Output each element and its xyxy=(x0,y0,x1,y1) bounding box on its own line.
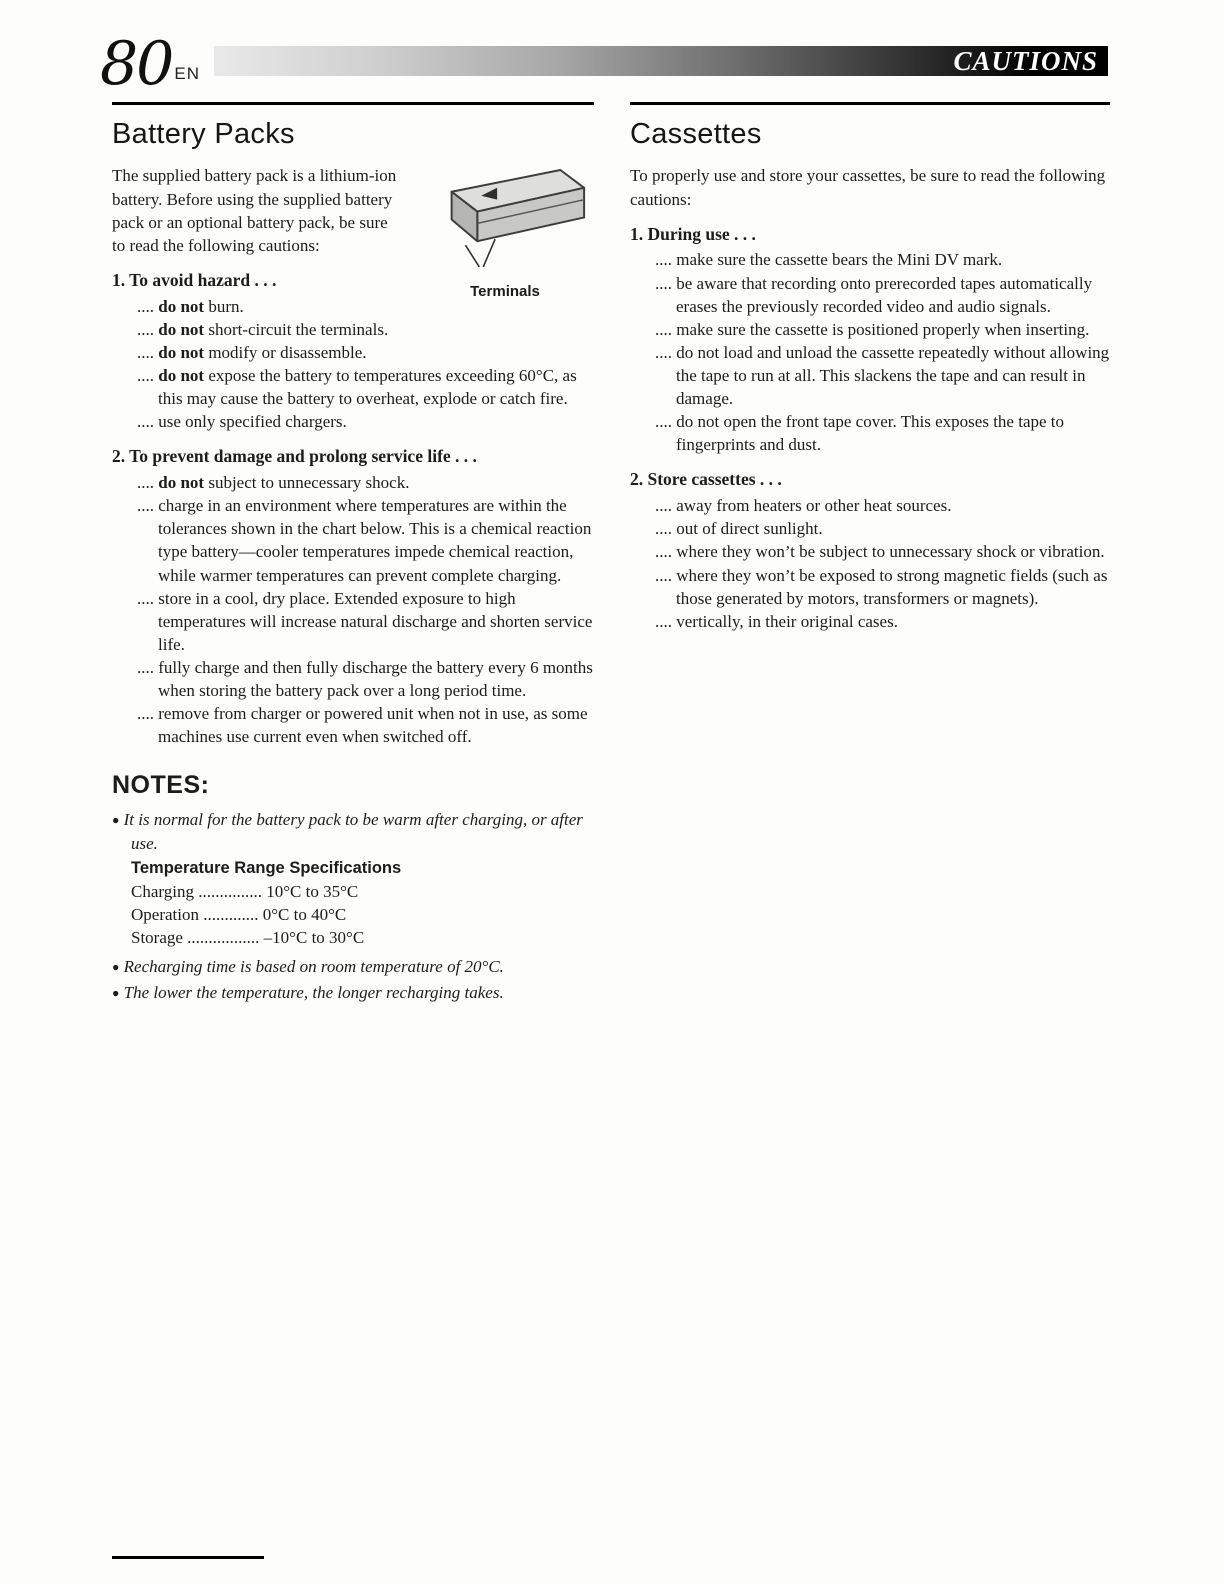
dots-prefix: .... xyxy=(137,319,154,339)
list-item: .... remove from charger or powered unit when not in use, as some machines use current even when switched off. xyxy=(137,704,588,747)
list-item: .... do not short-circuit the terminals. xyxy=(137,319,389,339)
dots-prefix: .... xyxy=(137,704,154,724)
list-item: .... do not modify or disassemble. xyxy=(137,342,367,362)
list-item: .... where they won’t be exposed to strong magnetic fields (such as those generated by motors, transformers or magnets). xyxy=(655,565,1108,608)
list-item: .... make sure the cassette bears the Mini DV mark. xyxy=(655,250,1003,270)
left-column xyxy=(112,102,594,1006)
terminals-pointer-lines xyxy=(465,240,495,268)
avoid-hazard-heading: 1. To avoid hazard . . . xyxy=(112,269,277,290)
list-item: .... charge in an environment where temperatures are within the tolerances shown in the chart below. This is a chemical reaction type battery—cooler temperatures impede chemical reaction, while warmer temperatures can prevent complete charging. xyxy=(137,496,592,585)
list-item: .... do not burn. xyxy=(137,296,244,316)
dots-prefix: .... xyxy=(655,519,672,539)
list-item: .... do not load and unload the cassette repeatedly without allowing the tape to run at all. This slackens the tape and can result in damage. xyxy=(655,342,1110,409)
dots-prefix: .... xyxy=(655,273,672,293)
battery-illustration xyxy=(416,156,594,273)
store-cassettes-list xyxy=(630,494,1110,633)
dots-prefix: .... xyxy=(655,496,672,516)
store-cassettes-heading: 2. Store cassettes . . . xyxy=(630,469,782,490)
dots-prefix: .... xyxy=(655,319,672,339)
dots-prefix: .... xyxy=(137,296,154,316)
list-item: .... out of direct sunlight. xyxy=(655,519,823,539)
list-item: .... be aware that recording onto prerecorded tapes automatically erases the previously recorded video and audio signals. xyxy=(655,273,1093,316)
note-item: ● Recharging time is based on room temperature of 20°C. xyxy=(112,957,504,977)
bullet-icon: ● xyxy=(112,960,120,975)
temperature-spec-block xyxy=(131,857,594,950)
dots-prefix: .... xyxy=(655,412,672,432)
prevent-damage-heading: 2. To prevent damage and prolong service life . . . xyxy=(112,446,477,467)
during-use-heading: 1. During use . . . xyxy=(630,223,756,244)
list-item: .... do not expose the battery to temperatures exceeding 60°C, as this may cause the battery to overheat, explode or catch fire. xyxy=(137,366,577,409)
page-language: EN xyxy=(174,64,200,83)
dots-prefix: .... xyxy=(655,342,672,362)
dots-prefix: .... xyxy=(137,496,154,516)
list-item: .... fully charge and then fully discharge the battery every 6 months when storing the battery pack over a long period time. xyxy=(137,658,593,701)
note-item: ● The lower the temperature, the longer recharging takes. xyxy=(112,982,504,1002)
list-item: .... use only specified chargers. xyxy=(137,412,347,432)
temp-line-storage: Storage ................. –10°C to 30°C xyxy=(131,928,365,948)
temperature-spec-heading: Temperature Range Specifications xyxy=(131,858,402,877)
dots-prefix: .... xyxy=(137,588,154,608)
dots-prefix: .... xyxy=(137,473,154,493)
page-number: 80 xyxy=(100,29,173,99)
temp-line-operation: Operation ............. 0°C to 40°C xyxy=(131,905,347,925)
cautions-banner xyxy=(214,46,1108,76)
list-item: .... make sure the cassette is positioned properly when inserting. xyxy=(655,319,1090,339)
list-item: .... vertically, in their original cases. xyxy=(655,611,898,631)
dots-prefix: .... xyxy=(655,565,672,585)
dots-prefix: .... xyxy=(655,542,672,562)
list-item: .... do not subject to unnecessary shock. xyxy=(137,473,410,493)
list-item: .... do not open the front tape cover. This exposes the tape to fingerprints and dust. xyxy=(655,412,1065,455)
cassettes-title: Cassettes xyxy=(630,102,1110,154)
battery-figure xyxy=(416,156,594,302)
list-item: .... where they won’t be subject to unnecessary shock or vibration. xyxy=(655,542,1105,562)
list-item: .... store in a cool, dry place. Extended exposure to high temperatures will increase natural discharge and shorten service life. xyxy=(137,588,593,654)
dots-prefix: .... xyxy=(137,658,154,677)
battery-packs-title: Battery Packs xyxy=(112,102,594,154)
list-item: .... away from heaters or other heat sources. xyxy=(655,496,952,516)
dots-prefix: .... xyxy=(655,611,672,631)
avoid-hazard-list xyxy=(112,295,594,434)
page-header xyxy=(100,29,1108,99)
notes-heading: NOTES: xyxy=(112,771,210,800)
dots-prefix: .... xyxy=(655,250,672,270)
note-item: ● It is normal for the battery pack to be warm after charging, or after use. Temperature Range Specifications Charging ............... 10°C to 35°C Operation ............. 0°C to 40°C Storage ................. –10°C to 30°C xyxy=(112,808,594,949)
dots-prefix: .... xyxy=(137,412,154,432)
dots-prefix: .... xyxy=(137,366,154,385)
footer-mark xyxy=(112,1556,264,1559)
cassettes-intro: To properly use and store your cassettes, be sure to read the following cautions: xyxy=(630,166,1106,209)
notes-list xyxy=(112,808,594,1003)
battery-intro: The supplied battery pack is a lithium-ion battery. Before using the supplied battery pack or an optional battery pack, be sure to read the following cautions: xyxy=(112,166,397,255)
right-column xyxy=(630,102,1110,633)
bullet-icon: ● xyxy=(112,813,120,828)
dots-prefix: .... xyxy=(137,342,154,362)
temp-line-charging: Charging ............... 10°C to 35°C xyxy=(131,882,359,902)
banner-title: CAUTIONS xyxy=(953,45,1098,76)
prevent-damage-list xyxy=(112,471,594,748)
battery-figure-caption: Terminals xyxy=(470,282,540,300)
during-use-list xyxy=(630,248,1110,456)
bullet-icon: ● xyxy=(112,985,120,1000)
